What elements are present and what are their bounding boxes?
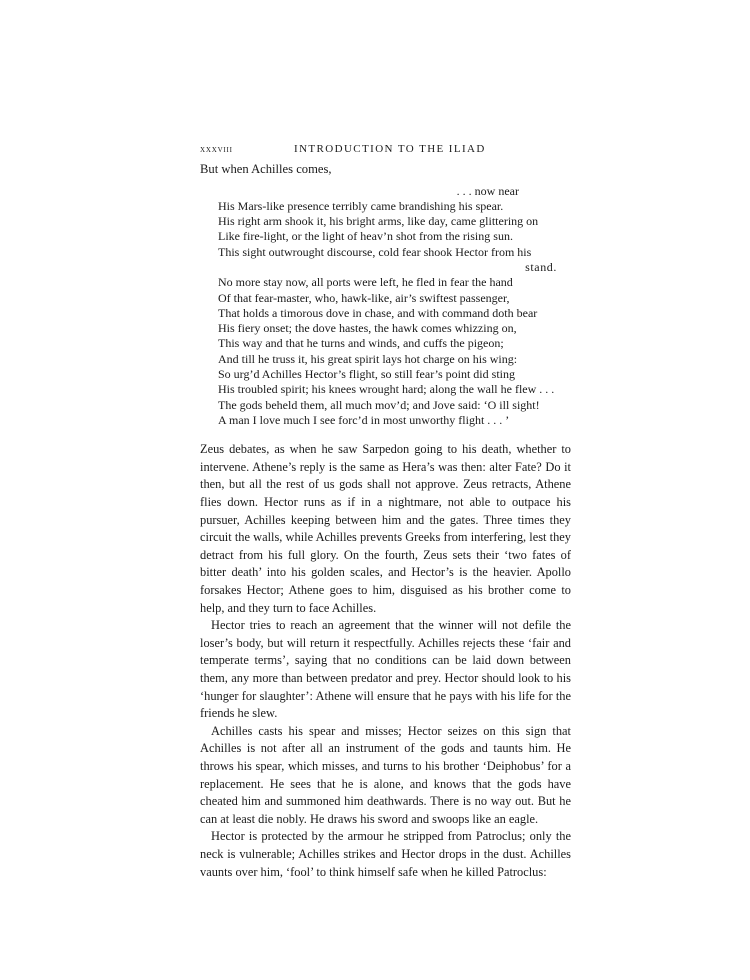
verse-line: This sight outwrought discourse, cold fear shook Hector from his bbox=[218, 244, 532, 259]
verse-line: The gods beheld them, all much mov’d; and Jove said: ‘O ill sight! bbox=[218, 397, 540, 412]
paragraph: Hector is protected by the armour he stripped from Patroclus; only the neck is vulnerable; Achilles strikes and Hector drops in the dust. Achilles vaunts over him, ‘fool’ to think himself safe when he killed Patroclus: bbox=[200, 829, 571, 879]
verse-quotation bbox=[200, 184, 571, 429]
running-title: INTRODUCTION TO THE ILIAD bbox=[294, 143, 486, 155]
verse-line: His right arm shook it, his bright arms, like day, came glittering on bbox=[218, 214, 539, 229]
paragraph: Achilles casts his spear and misses; Hector seizes on this sign that Achilles is not after all an instrument of the gods and taunts him. He throws his spear, which misses, and turns to his brother ‘Deiphobus’ for a replacement. He sees that he is alone, and knows that the gods have cheated him and summoned him deathwards. There is no way out. But he can at least die nobly. He draws his sword and swoops like an eagle. bbox=[200, 723, 571, 826]
lead-line: But when Achilles comes, bbox=[200, 162, 332, 176]
verse-line: So urg’d Achilles Hector’s flight, so still fear’s point did sting bbox=[218, 367, 515, 382]
verse-line: That holds a timorous dove in chase, and with command doth bear bbox=[218, 305, 538, 320]
paragraph: Zeus debates, as when he saw Sarpedon going to his death, whether to intervene. Athene’s reply is the same as Hera’s was then: alter Fate? Do it then, but all the rest of us gods shall not approve. Zeus retracts, Athene flies down. Hector runs as if in a nightmare, not able to outpace his pursuer, Achilles keeping between him and the gates. Three times they circuit the walls, while Achilles prevents Greeks from interfering, lest they detract from his full glory. On the fourth, Zeus sets their ‘two fates of bitter death’ into his golden scales, and Hector’s is the heavier. Apollo forsakes Hector; Athene goes to him, disguised as his brother come to help, and they turn to face Achilles. bbox=[200, 442, 571, 615]
body-text bbox=[200, 441, 571, 881]
verse-line: No more stay now, all ports were left, he fled in fear the hand bbox=[218, 275, 513, 290]
verse-line: His fiery onset; the dove hastes, the hawk comes whizzing on, bbox=[218, 321, 517, 336]
running-header bbox=[200, 140, 571, 160]
verse-line: . . . now near bbox=[456, 183, 519, 198]
verse-line-runover: stand. bbox=[525, 259, 557, 274]
verse-line: A man I love much I see forc’d in most unworthy flight . . . ’ bbox=[218, 412, 510, 427]
page-number: xxxviii bbox=[200, 144, 233, 155]
verse-line: His Mars-like presence terribly came brandishing his spear. bbox=[218, 198, 504, 213]
paragraph: Hector tries to reach an agreement that the winner will not defile the loser’s body, but will return it respectfully. Achilles rejects these ‘fair and temperate terms’, saying that no conditions can be laid down between them, any more than between predator and prey. Hector should look to his ‘hunger for slaughter’: Athene will ensure that he pays with his life for the friends he slew. bbox=[200, 618, 571, 721]
verse-line: Of that fear-master, who, hawk-like, air’s swiftest passenger, bbox=[218, 290, 510, 305]
verse-line: And till he truss it, his great spirit lays hot charge on his wing: bbox=[218, 351, 518, 366]
verse-line: Like fire-light, or the light of heav’n shot from the rising sun. bbox=[218, 229, 513, 244]
verse-line: His troubled spirit; his knees wrought hard; along the wall he flew . . . bbox=[218, 382, 555, 397]
book-page bbox=[200, 140, 571, 881]
verse-line: This way and that he turns and winds, and cuffs the pigeon; bbox=[218, 336, 504, 351]
